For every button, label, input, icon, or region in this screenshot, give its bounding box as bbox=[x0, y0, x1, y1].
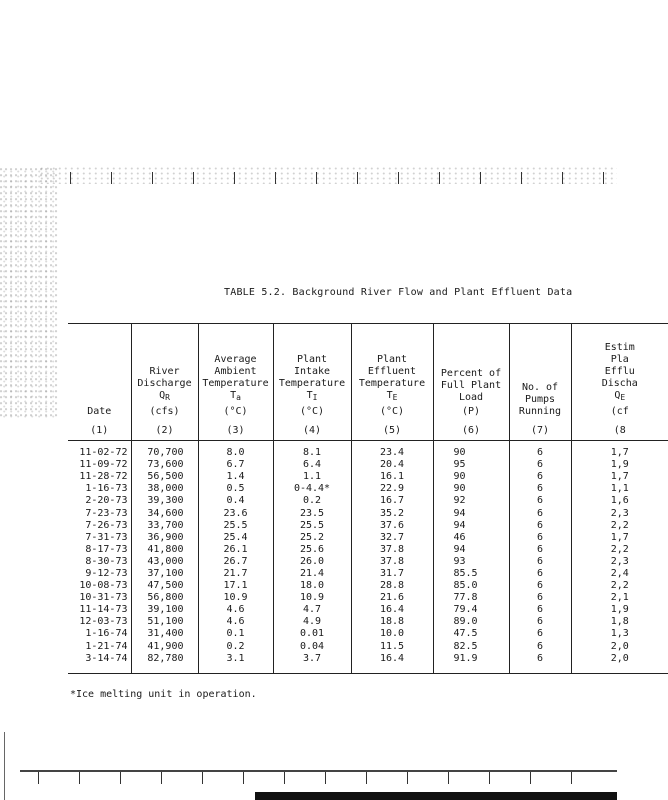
table-cell: 6 bbox=[509, 568, 571, 580]
table-cell: 6 bbox=[509, 471, 571, 483]
table-cell: 0.01 bbox=[273, 628, 351, 640]
header-line: Full Plant bbox=[440, 380, 502, 391]
column-number: (7) bbox=[509, 422, 571, 441]
table-cell: 2,1 bbox=[571, 592, 668, 604]
ruler-tick bbox=[70, 172, 71, 184]
table-cell: 1-16-74 bbox=[85, 628, 128, 640]
table-cell: 4.6 bbox=[198, 604, 273, 616]
header-line: Efflu bbox=[604, 366, 635, 377]
table-cell: 6 bbox=[509, 544, 571, 556]
table-cell: 2-20-73 bbox=[85, 495, 128, 507]
table-cell: 11-14-73 bbox=[79, 604, 128, 616]
header-line: Discha bbox=[601, 378, 638, 389]
table-cell: 0.5 bbox=[198, 483, 273, 495]
footnote: *Ice melting unit in operation. bbox=[70, 689, 257, 700]
table-cell: 91.9 bbox=[433, 653, 509, 674]
header-line: Discharge bbox=[137, 378, 192, 389]
table-cell: 3.1 bbox=[198, 653, 273, 674]
table-cell: 95 bbox=[433, 459, 509, 471]
column-header bbox=[68, 324, 131, 423]
ruler-tick bbox=[439, 172, 440, 184]
table-cell: 37.8 bbox=[351, 544, 433, 556]
ruler-marks-top bbox=[0, 172, 617, 186]
table-row bbox=[68, 604, 668, 616]
header-unit: (cfs) bbox=[149, 406, 180, 417]
table-cell: 25.4 bbox=[198, 532, 273, 544]
table-cell: 2,3 bbox=[571, 556, 668, 568]
ruler-tick bbox=[489, 772, 490, 784]
table-cell: 26.1 bbox=[198, 544, 273, 556]
symbol-letter: Q bbox=[159, 390, 166, 401]
table-cell: 2,4 bbox=[571, 568, 668, 580]
table-row bbox=[68, 532, 668, 544]
table-row bbox=[68, 544, 668, 556]
column-number: (4) bbox=[273, 422, 351, 441]
table-cell: 34,600 bbox=[131, 507, 198, 519]
table-cell: 20.4 bbox=[351, 459, 433, 471]
table-cell: 6 bbox=[509, 459, 571, 471]
ruler-tick bbox=[275, 172, 276, 184]
table-cell: 56,500 bbox=[131, 471, 198, 483]
table-cell: 22.9 bbox=[351, 483, 433, 495]
table-cell: 37.8 bbox=[351, 556, 433, 568]
table-cell: 39,300 bbox=[131, 495, 198, 507]
table-cell: 0.04 bbox=[273, 641, 351, 653]
column-header bbox=[131, 324, 198, 423]
table-cell: 3-14-74 bbox=[68, 653, 131, 674]
ruler-tick bbox=[193, 172, 194, 184]
ruler-tick bbox=[530, 772, 531, 784]
column-header bbox=[571, 324, 668, 423]
table-caption: TABLE 5.2. Background River Flow and Plant Effluent Data bbox=[224, 287, 573, 298]
symbol-subscript: a bbox=[236, 393, 241, 402]
table-cell: 82.5 bbox=[433, 641, 509, 653]
ruler-tick bbox=[366, 772, 367, 784]
bottom-rule bbox=[20, 770, 617, 772]
scan-edge-bar bbox=[255, 792, 617, 800]
table-cell: 16.1 bbox=[351, 471, 433, 483]
table-cell: 1,9 bbox=[571, 459, 668, 471]
table-cell: 25.5 bbox=[198, 520, 273, 532]
table-cell: 1,1 bbox=[571, 483, 668, 495]
column-header bbox=[198, 324, 273, 423]
column-number: (2) bbox=[131, 422, 198, 441]
table-cell: 11.5 bbox=[351, 641, 433, 653]
column-number: (5) bbox=[351, 422, 433, 441]
table-cell: 32.7 bbox=[351, 532, 433, 544]
table-row bbox=[68, 592, 668, 604]
symbol-letter: T bbox=[386, 390, 393, 401]
table-cell: 33,700 bbox=[131, 520, 198, 532]
table-cell: 73,600 bbox=[131, 459, 198, 471]
table-cell: 90 bbox=[433, 441, 509, 460]
ruler-tick bbox=[79, 772, 80, 784]
header-unit: (P) bbox=[461, 406, 481, 417]
ruler-tick bbox=[120, 772, 121, 784]
table-cell: 11-28-72 bbox=[79, 471, 128, 483]
table-cell: 47,500 bbox=[131, 580, 198, 592]
symbol-subscript: R bbox=[165, 393, 170, 402]
column-header bbox=[273, 324, 351, 423]
table-cell: 2,2 bbox=[571, 520, 668, 532]
column-header bbox=[351, 324, 433, 423]
ruler-tick bbox=[562, 172, 563, 184]
table-cell: 3.7 bbox=[273, 653, 351, 674]
ruler-tick bbox=[398, 172, 399, 184]
header-symbol bbox=[352, 390, 433, 404]
header-unit: (°C) bbox=[223, 406, 248, 417]
table-row bbox=[68, 568, 668, 580]
table-cell: 21.7 bbox=[198, 568, 273, 580]
ruler-tick bbox=[38, 772, 39, 784]
table-cell: 10.9 bbox=[198, 592, 273, 604]
table-cell: 1-21-74 bbox=[85, 640, 128, 652]
table-cell: 1,7 bbox=[571, 441, 668, 460]
table-cell: 4.9 bbox=[273, 616, 351, 628]
header-line: Estim bbox=[604, 342, 635, 353]
table-cell: 0.2 bbox=[198, 641, 273, 653]
table-cell: 85.0 bbox=[433, 580, 509, 592]
table-row bbox=[68, 628, 668, 640]
table-cell: 6 bbox=[509, 507, 571, 519]
table-cell: 51,100 bbox=[131, 616, 198, 628]
table-cell: 2,3 bbox=[571, 507, 668, 519]
table-cell: 2,2 bbox=[571, 544, 668, 556]
table-cell: 6 bbox=[509, 556, 571, 568]
ruler-tick bbox=[243, 772, 244, 784]
table-body bbox=[68, 441, 668, 674]
table-cell: 7-31-73 bbox=[85, 531, 128, 543]
table-cell: 9-12-73 bbox=[85, 567, 128, 579]
table-cell: 90 bbox=[433, 471, 509, 483]
table-cell: 4.6 bbox=[198, 616, 273, 628]
table-cell: 1-16-73 bbox=[85, 483, 128, 495]
table-cell: 1,3 bbox=[571, 628, 668, 640]
ruler-tick bbox=[111, 172, 112, 184]
table-cell: 38,000 bbox=[131, 483, 198, 495]
table-row bbox=[68, 580, 668, 592]
table-cell: 93 bbox=[433, 556, 509, 568]
table-cell: 7-26-73 bbox=[85, 519, 128, 531]
table-cell: 1,8 bbox=[571, 616, 668, 628]
column-header bbox=[433, 324, 509, 423]
header-symbol bbox=[274, 390, 351, 404]
table-cell: 25.6 bbox=[273, 544, 351, 556]
header-line: Temperature bbox=[278, 378, 346, 389]
table-cell: 6 bbox=[509, 495, 571, 507]
ruler-tick bbox=[480, 172, 481, 184]
table-cell: 85.5 bbox=[433, 568, 509, 580]
table-cell: 2,0 bbox=[571, 641, 668, 653]
header-line: Intake bbox=[293, 366, 331, 377]
table-cell: 6.7 bbox=[198, 459, 273, 471]
ruler-tick bbox=[571, 772, 572, 784]
table-cell: 31.7 bbox=[351, 568, 433, 580]
column-headers bbox=[68, 324, 668, 423]
ruler-tick bbox=[357, 172, 358, 184]
header-line: Ambient bbox=[214, 366, 257, 377]
table-cell: 0.4 bbox=[198, 495, 273, 507]
header-line: Plant bbox=[296, 354, 328, 365]
table-cell: 26.0 bbox=[273, 556, 351, 568]
table-cell: 6 bbox=[509, 520, 571, 532]
table-cell: 10-31-73 bbox=[79, 592, 128, 604]
ruler-tick bbox=[407, 772, 408, 784]
table-cell: 37,100 bbox=[131, 568, 198, 580]
table-row bbox=[68, 471, 668, 483]
header-line: Running bbox=[518, 406, 562, 417]
table-cell: 23.5 bbox=[273, 507, 351, 519]
table-row bbox=[68, 495, 668, 507]
table-cell: 10.0 bbox=[351, 628, 433, 640]
table-cell: 2,2 bbox=[571, 580, 668, 592]
data-table bbox=[68, 323, 668, 674]
table-cell: 1,9 bbox=[571, 604, 668, 616]
ruler-tick bbox=[521, 172, 522, 184]
table-cell: 6 bbox=[509, 592, 571, 604]
header-unit: (°C) bbox=[379, 406, 405, 417]
symbol-letter: Q bbox=[614, 390, 621, 401]
table-cell: 16.4 bbox=[351, 604, 433, 616]
table-header bbox=[68, 324, 668, 441]
header-line: Percent of bbox=[440, 368, 502, 379]
table-cell: 89.0 bbox=[433, 616, 509, 628]
header-line: Temperature bbox=[202, 378, 269, 389]
table-cell: 46 bbox=[433, 532, 509, 544]
table-row bbox=[68, 459, 668, 471]
table-cell: 6 bbox=[509, 532, 571, 544]
symbol-letter: T bbox=[306, 390, 313, 401]
table-cell: 6 bbox=[509, 483, 571, 495]
table-cell: 82,780 bbox=[131, 653, 198, 674]
table-row bbox=[68, 507, 668, 519]
table-cell: 31,400 bbox=[131, 628, 198, 640]
ruler-tick bbox=[161, 772, 162, 784]
ruler-tick bbox=[234, 172, 235, 184]
table-cell: 11-02-72 bbox=[79, 447, 128, 459]
table-cell: 1.4 bbox=[198, 471, 273, 483]
column-number: (8 bbox=[571, 422, 668, 441]
table-cell: 1,7 bbox=[571, 532, 668, 544]
table-cell: 6 bbox=[509, 580, 571, 592]
table-cell: 94 bbox=[433, 520, 509, 532]
table-cell: 56,800 bbox=[131, 592, 198, 604]
table-cell: 8-17-73 bbox=[85, 543, 128, 555]
scan-noise-left bbox=[0, 168, 58, 418]
table-cell: 1,7 bbox=[571, 471, 668, 483]
table-cell: 92 bbox=[433, 495, 509, 507]
table-cell: 6 bbox=[509, 441, 571, 460]
header-symbol bbox=[132, 390, 198, 404]
table-cell: 23.4 bbox=[351, 441, 433, 460]
table-cell: 16.7 bbox=[351, 495, 433, 507]
table-cell: 77.8 bbox=[433, 592, 509, 604]
header-unit: (cf bbox=[610, 406, 629, 417]
header-line: Plant bbox=[376, 354, 408, 365]
symbol-subscript: E bbox=[620, 393, 626, 402]
table-cell: 6.4 bbox=[273, 459, 351, 471]
table-cell: 79.4 bbox=[433, 604, 509, 616]
table-cell: 94 bbox=[433, 544, 509, 556]
symbol-letter: T bbox=[230, 390, 237, 401]
table-cell: 10.9 bbox=[273, 592, 351, 604]
table-cell: 23.6 bbox=[198, 507, 273, 519]
table-cell: 43,000 bbox=[131, 556, 198, 568]
table-cell: 6 bbox=[509, 628, 571, 640]
table-cell: 8.0 bbox=[198, 441, 273, 460]
table-cell: 90 bbox=[433, 483, 509, 495]
table-cell: 8-30-73 bbox=[85, 555, 128, 567]
column-number: (6) bbox=[433, 422, 509, 441]
table-cell: 17.1 bbox=[198, 580, 273, 592]
table-cell: 6 bbox=[509, 653, 571, 674]
table-row bbox=[68, 483, 668, 495]
table-row bbox=[68, 641, 668, 653]
ruler-tick bbox=[152, 172, 153, 184]
table-row bbox=[68, 653, 668, 674]
table-row bbox=[68, 520, 668, 532]
header-line: Temperature bbox=[358, 378, 426, 389]
table-cell: 4.7 bbox=[273, 604, 351, 616]
column-number: (1) bbox=[68, 422, 131, 441]
symbol-subscript: E bbox=[392, 393, 398, 402]
table-cell: 26.7 bbox=[198, 556, 273, 568]
table-row bbox=[68, 556, 668, 568]
header-line: No. of bbox=[521, 382, 559, 393]
ruler-tick bbox=[316, 172, 317, 184]
table-cell: 18.0 bbox=[273, 580, 351, 592]
table-cell: 21.4 bbox=[273, 568, 351, 580]
table-cell: 21.6 bbox=[351, 592, 433, 604]
scan-edge-line bbox=[4, 732, 5, 800]
header-unit: (°C) bbox=[299, 406, 325, 417]
table-cell: 2,0 bbox=[571, 653, 668, 674]
table-cell: 10-08-73 bbox=[79, 580, 128, 592]
ruler-marks-bottom bbox=[0, 772, 617, 786]
header-line: Pla bbox=[610, 354, 629, 365]
table-cell: 0-4.4* bbox=[273, 483, 351, 495]
ruler-tick bbox=[603, 172, 604, 184]
table-row bbox=[68, 616, 668, 628]
table-cell: 0.2 bbox=[273, 495, 351, 507]
table-cell: 1,6 bbox=[571, 495, 668, 507]
table-cell: 41,900 bbox=[131, 641, 198, 653]
table-cell: 7-23-73 bbox=[85, 507, 128, 519]
table-cell: 12-03-73 bbox=[79, 616, 128, 628]
table-cell: 25.5 bbox=[273, 520, 351, 532]
table-cell: 6 bbox=[509, 616, 571, 628]
column-number: (3) bbox=[198, 422, 273, 441]
table-cell: 6 bbox=[509, 641, 571, 653]
table-cell: 28.8 bbox=[351, 580, 433, 592]
ruler-tick bbox=[202, 772, 203, 784]
table-cell: 70,700 bbox=[131, 441, 198, 460]
column-numbers bbox=[68, 422, 668, 441]
header-symbol bbox=[572, 390, 668, 404]
table-cell: 8.1 bbox=[273, 441, 351, 460]
header-symbol bbox=[199, 390, 273, 404]
table-cell: 37.6 bbox=[351, 520, 433, 532]
ruler-tick bbox=[325, 772, 326, 784]
table-cell: 47.5 bbox=[433, 628, 509, 640]
header-line: River bbox=[149, 366, 180, 377]
header-line: Average bbox=[214, 354, 257, 365]
column-header bbox=[509, 324, 571, 423]
table-cell: 25.2 bbox=[273, 532, 351, 544]
table-cell: 36,900 bbox=[131, 532, 198, 544]
header-line: Date bbox=[87, 406, 112, 417]
table-cell: 11-09-72 bbox=[79, 459, 128, 471]
table-cell: 94 bbox=[433, 507, 509, 519]
ruler-tick bbox=[448, 772, 449, 784]
table-cell: 41,800 bbox=[131, 544, 198, 556]
data-table-container bbox=[68, 323, 638, 678]
table-cell: 1.1 bbox=[273, 471, 351, 483]
table-cell: 35.2 bbox=[351, 507, 433, 519]
ruler-tick bbox=[284, 772, 285, 784]
table-cell: 0.1 bbox=[198, 628, 273, 640]
header-line: Pumps bbox=[524, 394, 556, 405]
symbol-subscript: I bbox=[312, 393, 318, 402]
header-line: Load bbox=[458, 392, 484, 403]
table-cell: 16.4 bbox=[351, 653, 433, 674]
table-cell: 6 bbox=[509, 604, 571, 616]
table-cell: 39,100 bbox=[131, 604, 198, 616]
table-cell: 18.8 bbox=[351, 616, 433, 628]
header-line: Effluent bbox=[367, 366, 417, 377]
table-row bbox=[68, 441, 668, 460]
